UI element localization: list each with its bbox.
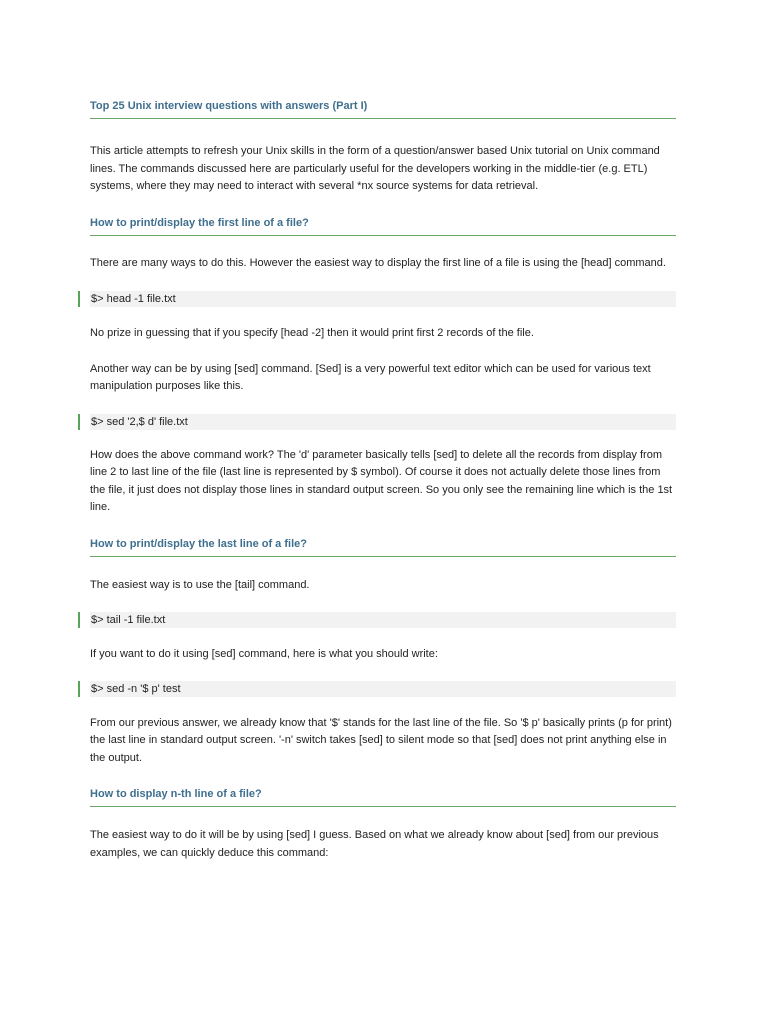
code-block-accent-bar	[78, 291, 80, 307]
q2-code-block-2	[90, 681, 676, 697]
q2-paragraph-1: The easiest way is to use the [tail] command.	[90, 578, 310, 591]
q1-paragraph-2: No prize in guessing that if you specify [head -2] then it would print first 2 records of the file.	[90, 327, 534, 339]
q1-code-1-text: $> head -1 file.txt	[91, 293, 176, 305]
q1-code-2-text: $> sed '2,$ d' file.txt	[91, 415, 188, 428]
q3-paragraph-1: The easiest way to do it will be by using [sed] I guess. Based on what we already know about [sed] from our previous examples, we can quickly deduce this command:	[90, 829, 659, 859]
question-2-heading: How to print/display the last line of a file?	[90, 537, 676, 557]
q2-paragraph-2: If you want to do it using [sed] command, here is what you should write:	[90, 648, 438, 660]
q1-code-block-1	[90, 291, 676, 307]
code-block-accent-bar	[78, 681, 80, 697]
code-block-accent-bar	[78, 414, 80, 430]
q1-paragraph-1: There are many ways to do this. However the easiest way to display the first line of a file is using the [head] command.	[90, 256, 666, 269]
q1-paragraph-4: How does the above command work? The 'd' parameter basically tells [sed] to delete all the records from display from line 2 to last line of the file (last line is represented by $ symbol). Of course it does not actually delete those lines from the file, it just does not display those lines in standard output screen. So you only see the remaining line which is the 1st line.	[90, 448, 673, 513]
intro-paragraph: This article attempts to refresh your Unix skills in the form of a question/answer based Unix tutorial on Unix command lines. The commands discussed here are particularly useful for the developers working in the middle-tier (e.g. ETL) systems, where they may need to interact with several *nx source systems for data retrieval.	[90, 145, 660, 192]
q2-code-1-text: $> tail -1 file.txt	[91, 614, 166, 626]
q1-paragraph-3: Another way can be by using [sed] command. [Sed] is a very powerful text editor which can be used for various text manipulation purposes like this.	[90, 362, 651, 392]
question-1-heading: How to print/display the first line of a file?	[90, 216, 676, 236]
article-title: Top 25 Unix interview questions with answers (Part I)	[90, 99, 676, 119]
q2-paragraph-3: From our previous answer, we already know that '$' stands for the last line of the file. So '$ p' basically prints (p for print) the last line in standard output screen. '-n' switch takes [sed] to silent mode so that [sed] does not print anything else in the output.	[90, 716, 672, 764]
q2-code-2-text: $> sed -n '$ p' test	[91, 682, 181, 695]
q1-code-block-2	[90, 414, 676, 430]
article-body	[90, 99, 676, 862]
code-block-accent-bar	[78, 612, 80, 628]
question-3-heading: How to display n-th line of a file?	[90, 787, 676, 807]
q2-code-block-1	[90, 612, 676, 628]
